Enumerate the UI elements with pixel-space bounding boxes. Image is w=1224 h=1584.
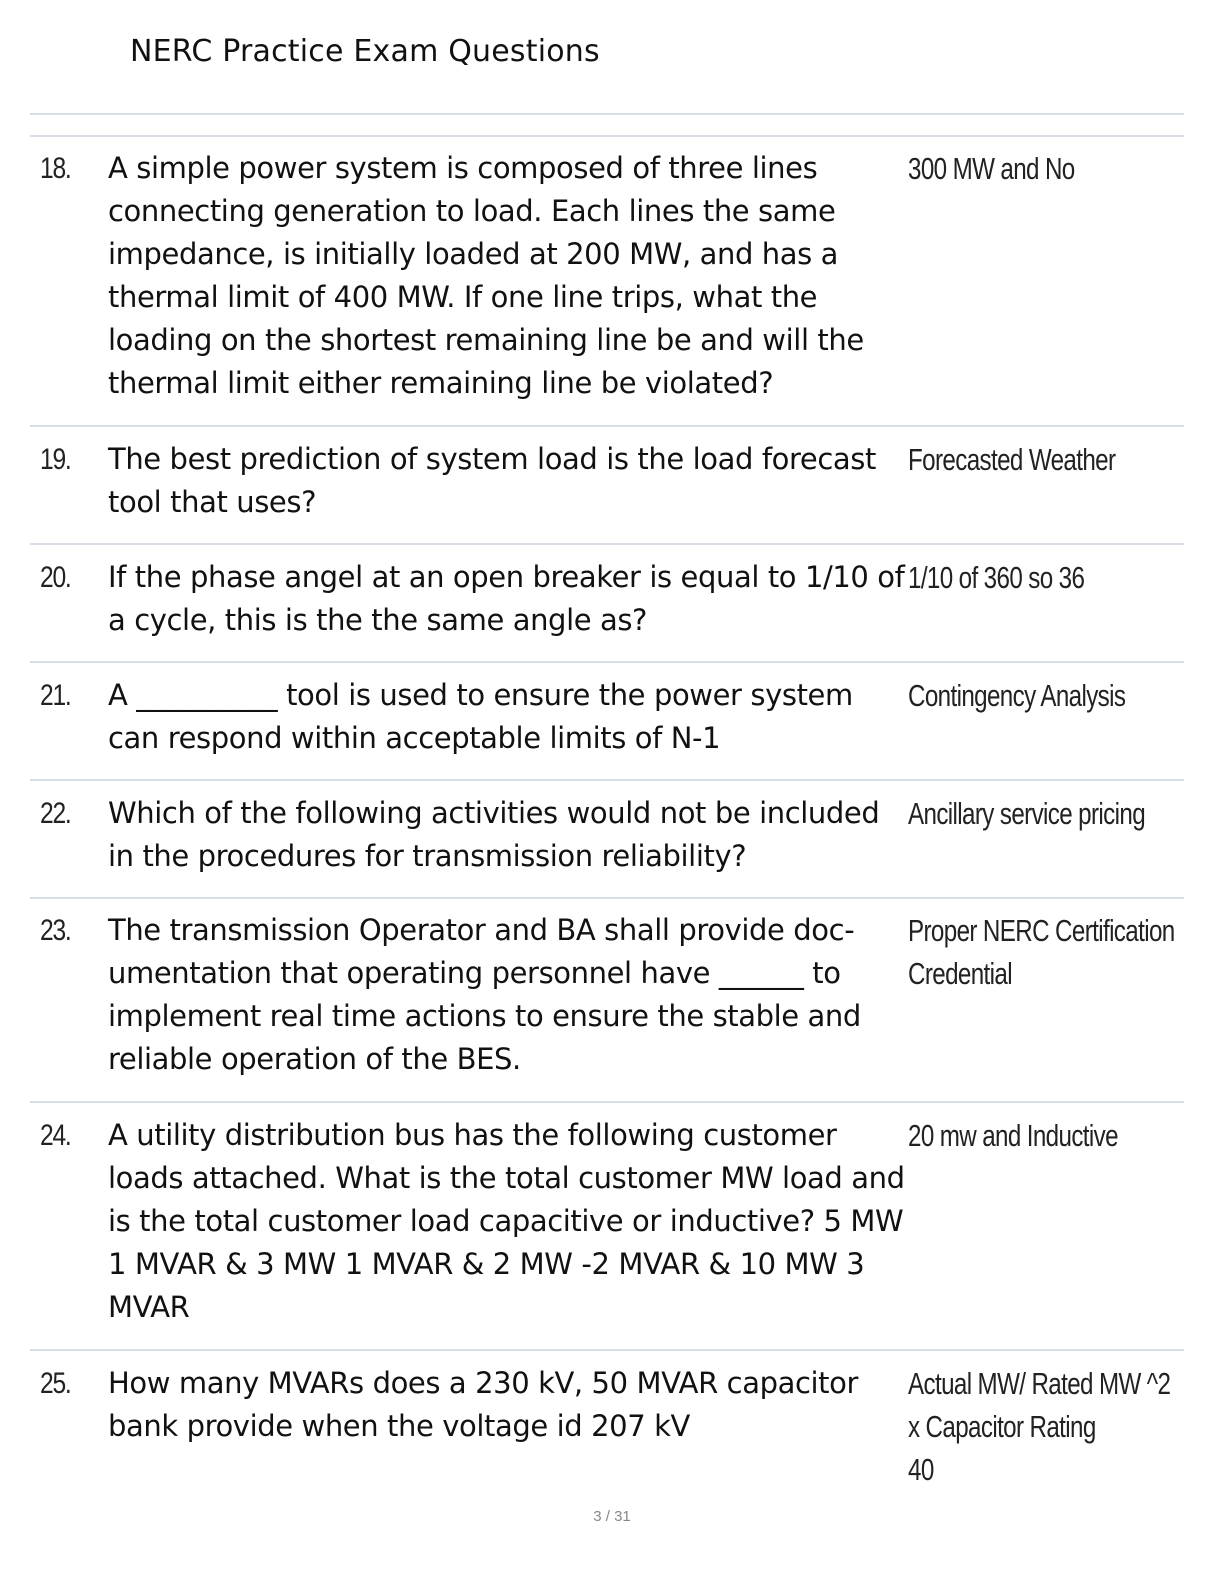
header-divider [30,113,1184,115]
answer-line: Proper NERC Certification [908,913,1175,948]
question-number: 20. [40,561,71,594]
question-number: 19. [40,443,71,476]
answer-text [908,438,1173,481]
answer-text [908,909,1173,995]
question-text: The best prediction of system load is the load forecast tool that uses? [108,442,876,519]
table-top-divider [30,135,1184,137]
row-divider [30,425,1184,427]
question-text: If the phase angel at an open breaker is equal to 1/10 of a cycle, this is the the same angle as? [108,560,905,637]
answer-text [908,1114,1173,1157]
answer-line: 1/10 of 360 so 36 [908,560,1085,595]
answer-line: Contingency Analysis [908,678,1126,713]
answer-text [908,1362,1173,1491]
question-text: The transmission Operator and BA shall provide doc-umentation that operating personnel have ______ to implement real time actions to ensure the stable and reliable operation of the BES. [108,913,861,1076]
answer-line: 20 mw and Inductive [908,1118,1118,1153]
row-divider [30,661,1184,663]
question-number: 25. [40,1367,71,1400]
answer-line: Credential [908,956,1012,991]
answer-line: x Capacitor Rating [908,1409,1096,1444]
page-header: NERC Practice Exam Questions [130,34,600,69]
answer-line: 300 MW and No [908,151,1075,186]
answer-line: Ancillary service pricing [908,796,1146,831]
answer-text [908,674,1173,717]
row-divider [30,543,1184,545]
answer-text [908,792,1173,835]
row-divider [30,1349,1184,1351]
question-number: 23. [40,914,71,947]
row-divider [30,1101,1184,1103]
row-divider [30,779,1184,781]
page-indicator: 3 / 31 [593,1508,631,1525]
question-number: 22. [40,797,71,830]
question-number: 18. [40,152,71,185]
question-number: 24. [40,1119,71,1152]
answer-text [908,147,1173,190]
answer-line: Actual MW/ Rated MW ^2 [908,1366,1171,1401]
question-text: Which of the following activities would not be included in the procedures for transmission reliability? [108,796,880,873]
question-text: A simple power system is composed of three lines connecting generation to load. Each lines the same impedance, is initially loaded at 200 MW, and has a thermal limit of 400 MW. If one line trips, what the loading on the shortest remaining line be and will the thermal limit either remaining line be violated? [108,151,864,400]
row-divider [30,897,1184,899]
question-text: A utility distribution bus has the following customer loads attached. What is the total customer MW load and is the total customer load capacitive or inductive? 5 MW 1 MVAR & 3 MW 1 MVAR & 2 MW -2 MVAR & 10 MW 3 MVAR [108,1118,905,1324]
answer-line: Forecasted Weather [908,442,1116,477]
answer-text [908,556,1173,599]
question-text: A __________ tool is used to ensure the power system can respond within acceptable limits of N-1 [108,678,853,755]
question-text: How many MVARs does a 230 kV, 50 MVAR capacitor bank provide when the voltage id 207 kV [108,1366,858,1443]
question-number: 21. [40,679,71,712]
answer-line: 40 [908,1452,934,1487]
